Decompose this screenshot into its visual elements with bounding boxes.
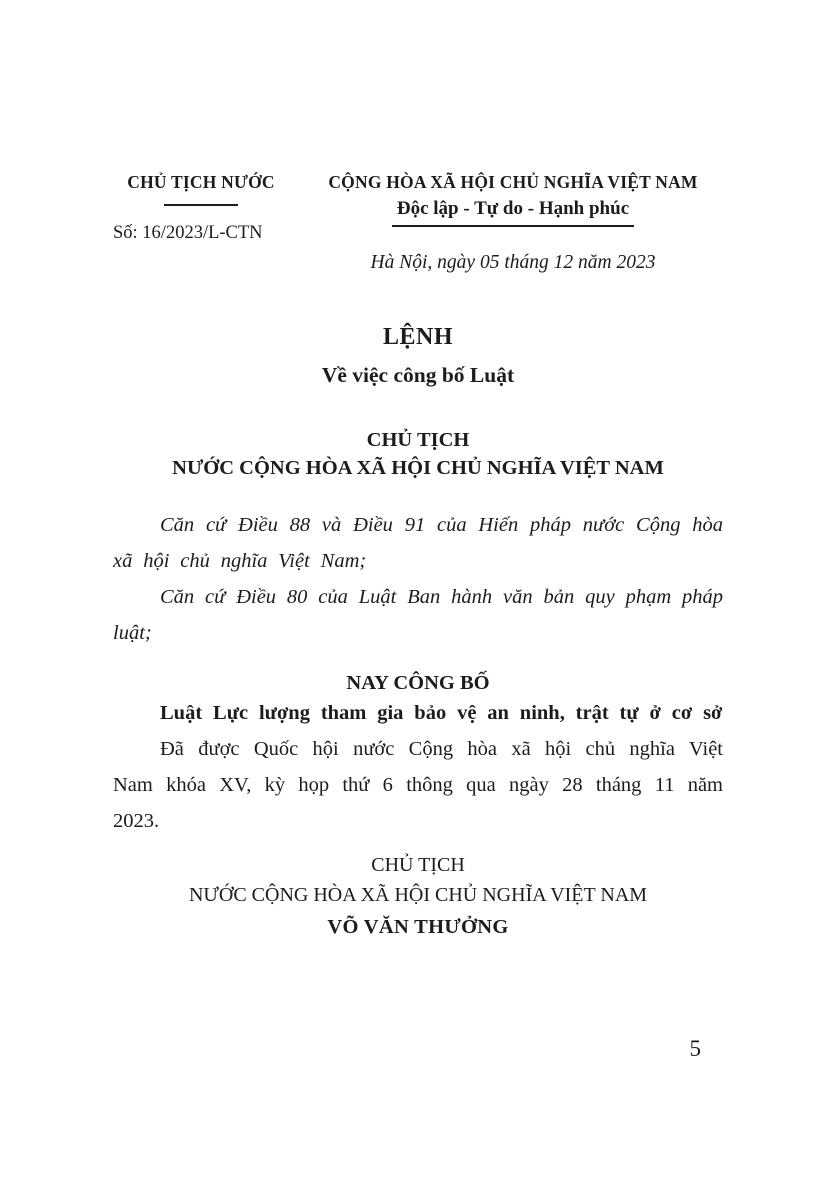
proclamation-heading: NAY CÔNG BỐ (346, 672, 490, 694)
passage-note-paragraph: Đã được Quốc hội nước Cộng hòa xã hội chủ nghĩa Việt Nam khóa XV, kỳ họp thứ 6 thông qua ngày 28 tháng 11 năm 2023. (113, 738, 723, 832)
national-header-block (303, 172, 723, 274)
issuer-title: CHỦ TỊCH NƯỚC (127, 172, 275, 192)
order-subtitle: Về việc công bố Luật (321, 363, 515, 387)
issuer-divider-rule (164, 204, 238, 206)
preamble-paragraph-1: Căn cứ Điều 88 và Điều 91 của Hiến pháp nước Cộng hòa xã hội chủ nghĩa Việt Nam; (113, 514, 723, 572)
issuer-block (113, 172, 289, 244)
authority-heading-line1: CHỦ TỊCH (366, 429, 470, 451)
order-title: LỆNH (382, 324, 453, 350)
national-title: CỘNG HÒA XÃ HỘI CHỦ NGHĨA VIỆT NAM (328, 172, 698, 192)
issue-place-date: Hà Nội, ngày 05 tháng 12 năm 2023 (370, 252, 656, 273)
national-motto-wrap (303, 198, 723, 227)
page-number: 5 (689, 1036, 701, 1061)
authority-heading-line2: NƯỚC CỘNG HÒA XÃ HỘI CHỦ NGHĨA VIỆT NAM (172, 457, 664, 479)
signature-block (113, 850, 723, 942)
document-number: Số: 16/2023/L-CTN (113, 223, 263, 243)
signature-title-line2: NƯỚC CỘNG HÒA XÃ HỘI CHỦ NGHĨA VIỆT NAM (188, 884, 648, 906)
signature-title-line1: CHỦ TỊCH (371, 854, 465, 876)
signer-name: VÕ VĂN THƯỞNG (327, 916, 509, 938)
preamble-section (113, 507, 723, 651)
law-name-paragraph: Luật Lực lượng tham gia bảo vệ an ninh, trật tự ở cơ sở (160, 702, 723, 724)
document-header (113, 172, 723, 274)
authority-heading (113, 426, 723, 482)
national-motto: Độc lập - Tự do - Hạnh phúc (392, 198, 634, 227)
preamble-paragraph-2: Căn cứ Điều 80 của Luật Ban hành văn bản quy phạm pháp luật; (113, 586, 723, 644)
